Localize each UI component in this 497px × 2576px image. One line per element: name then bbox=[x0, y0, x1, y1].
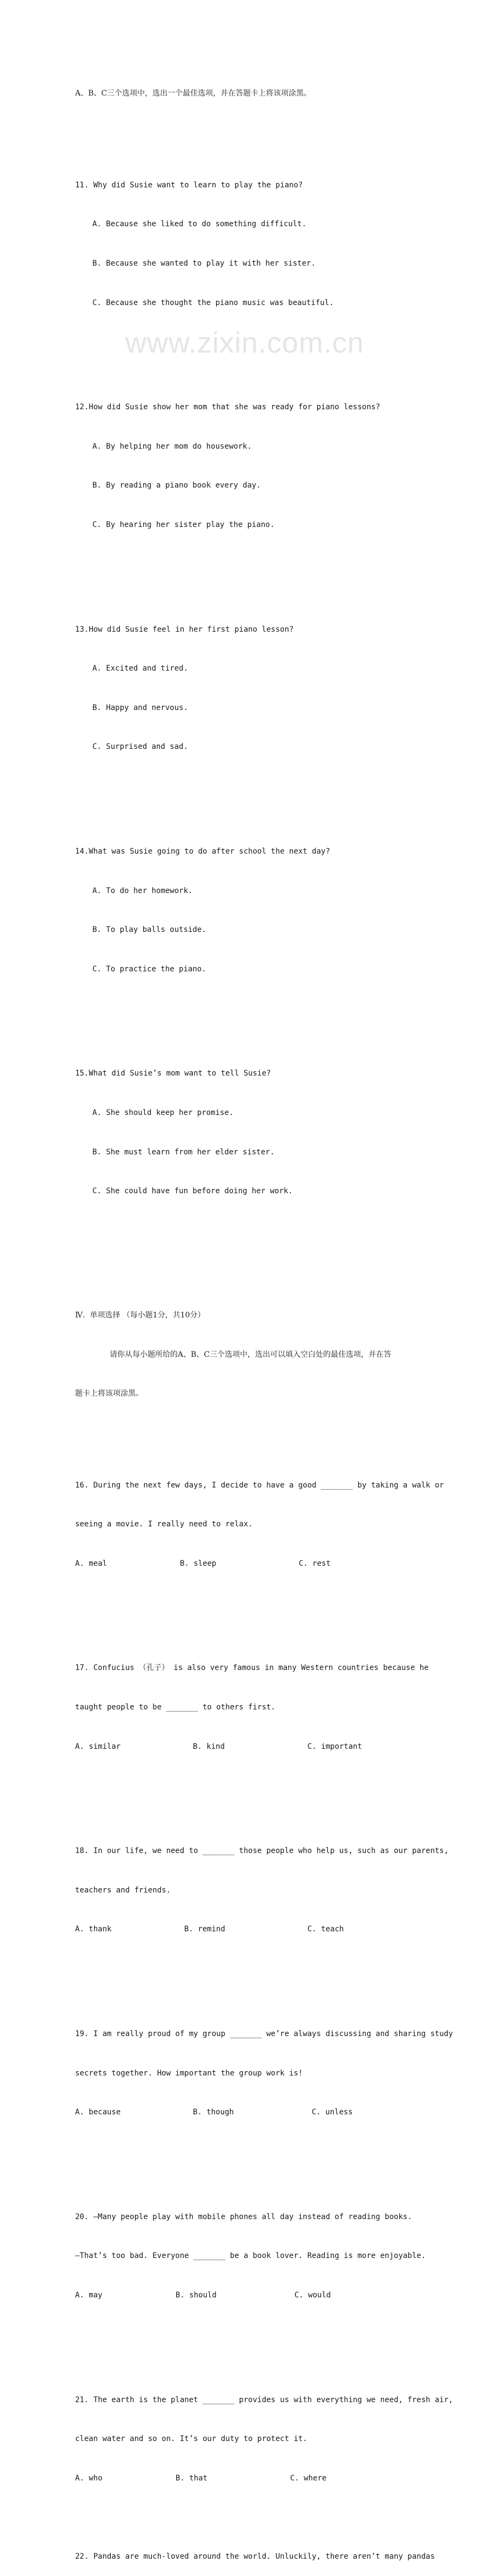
choice: B. though bbox=[193, 2108, 234, 2117]
option: B. She must learn from her elder sister. bbox=[92, 1147, 275, 1157]
question-block bbox=[75, 2002, 453, 2145]
question-text-cont: seeing a movie. I really need to relax. bbox=[75, 1520, 253, 1529]
option: A. Excited and tired. bbox=[92, 664, 189, 673]
choice: C. rest bbox=[299, 1559, 331, 1568]
question-block bbox=[75, 2367, 453, 2511]
option: A. Because she liked to do something difficult. bbox=[92, 220, 307, 229]
choice: A. thank bbox=[75, 1925, 112, 1934]
question-text: 22. Pandas are much-loved around the world. Unluckily, there aren’t many pandas bbox=[75, 2552, 435, 2561]
option: A. She should keep her promise. bbox=[92, 1108, 234, 1117]
choice: A. meal bbox=[75, 1559, 108, 1568]
choices-row bbox=[75, 2472, 426, 2485]
question-text: 17. Confucius （孔子） is also very famous in many Western countries because he bbox=[75, 1664, 429, 1673]
question-text: 20. —Many people play with mobile phones all day instead of reading books. bbox=[75, 2212, 412, 2221]
question-block bbox=[75, 1041, 426, 1224]
section-title: Ⅳ. 单项选择 （每小题1分，共10分） bbox=[75, 1310, 205, 1320]
option: B. Happy and nervous. bbox=[92, 703, 189, 712]
exam-page bbox=[75, 61, 453, 2576]
question-block bbox=[75, 819, 426, 1002]
choice: C. would bbox=[294, 2290, 331, 2300]
question-text: 12.How did Susie show her mom that she was ready for piano lessons? bbox=[75, 403, 380, 412]
question-block bbox=[75, 375, 426, 558]
question-text: 16. During the next few days, I decide to have a good _______ by taking a walk or bbox=[75, 1480, 444, 1490]
question-text: 19. I am really proud of my group _______ we’re always discussing and sharing study bbox=[75, 2029, 453, 2038]
option: A. By helping her mom do housework. bbox=[92, 442, 252, 451]
option: C. By hearing her sister play the piano. bbox=[92, 520, 275, 529]
question-text: 11. Why did Susie want to learn to play the piano? bbox=[75, 180, 303, 190]
choice: C. unless bbox=[312, 2108, 353, 2117]
watermark: www.zixin.com.cn bbox=[125, 327, 365, 359]
question-text: 14.What was Susie going to do after school the next day? bbox=[75, 847, 331, 856]
choice: C. teach bbox=[307, 1925, 344, 1934]
question-block bbox=[75, 1818, 449, 1962]
option: A. To do her homework. bbox=[92, 886, 193, 895]
question-text: 21. The earth is the planet _______ provides us with everything we need, fresh air, bbox=[75, 2395, 453, 2404]
option: C. She could have fun before doing her work. bbox=[92, 1187, 293, 1196]
choices-row bbox=[75, 2289, 426, 2302]
question-text: 13.How did Susie feel in her first piano lesson? bbox=[75, 625, 294, 634]
section-instruction: 请你从每小题所给的A、B、C三个选项中，选出可以填入空白处的最佳选项，并在答 bbox=[110, 1350, 392, 1359]
choice: C. where bbox=[290, 2473, 327, 2483]
choice: B. should bbox=[176, 2290, 217, 2300]
choice: C. important bbox=[307, 1742, 362, 1751]
question-block bbox=[75, 1452, 444, 1596]
choices-row bbox=[75, 1557, 426, 1570]
choices-row bbox=[75, 1923, 426, 1936]
question-text-cont: clean water and so on. It’s our duty to protect it. bbox=[75, 2435, 307, 2444]
section-instruction-cont: 题卡上将该项涂黑。 bbox=[75, 1389, 143, 1398]
question-text-cont: teachers and friends. bbox=[75, 1885, 171, 1895]
option: B. Because she wanted to play it with her sister. bbox=[92, 259, 316, 268]
option: C. To practice the piano. bbox=[92, 964, 206, 973]
question-block bbox=[75, 1635, 429, 1779]
option: C. Because she thought the piano music was beautiful. bbox=[92, 298, 334, 307]
choice: B. that bbox=[176, 2473, 208, 2483]
question-block bbox=[75, 152, 426, 335]
question-block bbox=[75, 597, 426, 780]
question-text: 15.What did Susie’s mom want to tell Susie? bbox=[75, 1069, 271, 1078]
choice: B. sleep bbox=[180, 1559, 217, 1568]
choice: A. may bbox=[75, 2290, 103, 2300]
choice: B. kind bbox=[193, 1742, 225, 1751]
option: C. Surprised and sad. bbox=[92, 742, 189, 752]
choice: A. because bbox=[75, 2108, 121, 2117]
instruction-line: A、B、C三个选项中，选出一个最佳选项，并在答题卡上将该项涂黑。 bbox=[75, 89, 312, 98]
choices-row bbox=[75, 1740, 426, 1753]
question-text: 18. In our life, we need to _______ those people who help us, such as our parents, bbox=[75, 1847, 449, 1856]
question-text-cont: secrets together. How important the group work is! bbox=[75, 2068, 303, 2078]
choices-row bbox=[75, 2106, 426, 2119]
question-text-cont: taught people to be _______ to others first. bbox=[75, 1702, 276, 1712]
question-text-cont: —That’s too bad. Everyone _______ be a book lover. Reading is more enjoyable. bbox=[75, 2252, 426, 2261]
option: B. To play balls outside. bbox=[92, 925, 206, 935]
choice: B. remind bbox=[184, 1925, 225, 1934]
choice: A. who bbox=[75, 2473, 103, 2483]
choice: A. similar bbox=[75, 1742, 121, 1751]
option: B. By reading a piano book every day. bbox=[92, 481, 261, 490]
question-block bbox=[75, 2184, 426, 2328]
